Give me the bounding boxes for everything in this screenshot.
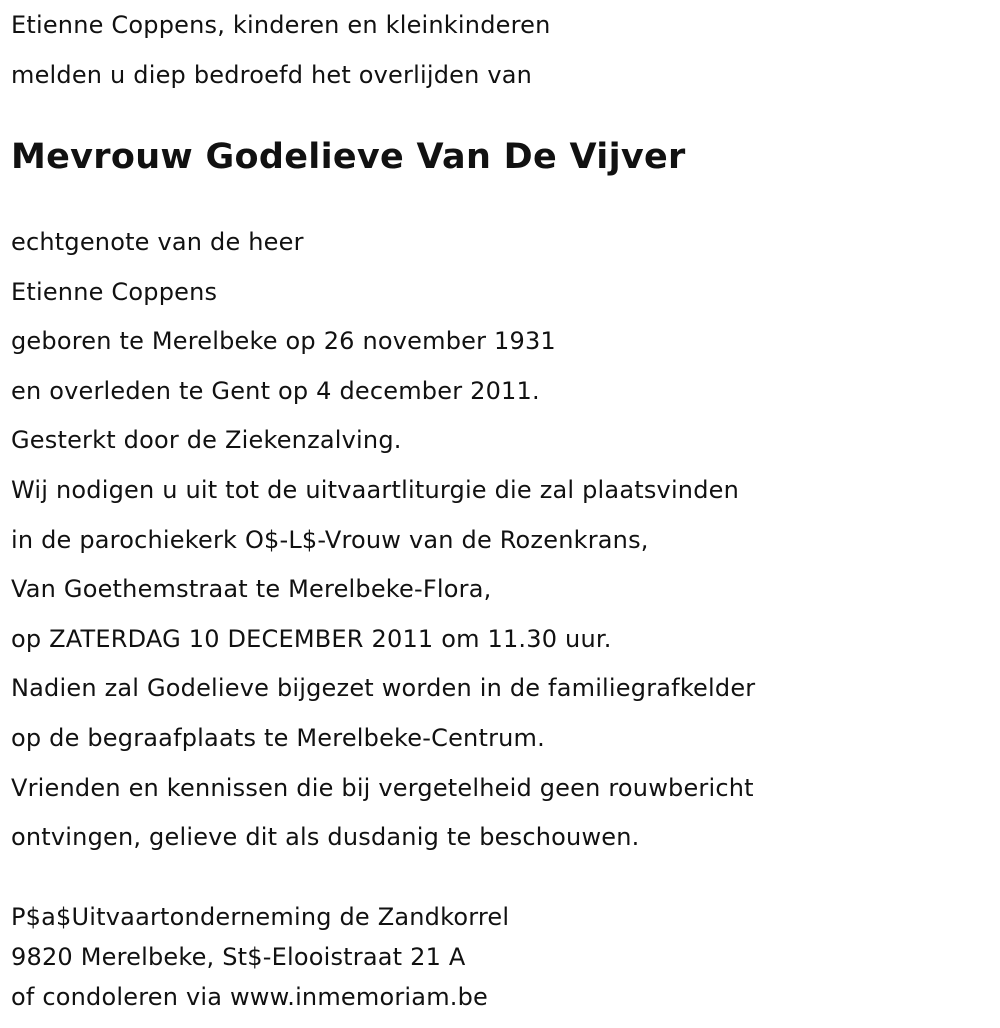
body-line: geboren te Merelbeke op 26 november 1931 — [11, 327, 556, 356]
body-line: en overleden te Gent op 4 december 2011. — [11, 376, 540, 405]
deceased-name-heading: Mevrouw Godelieve Van De Vijver — [11, 137, 686, 177]
body-line: in de parochiekerk O$-L$-Vrouw van de Rozenkrans, — [11, 525, 649, 554]
announcement-body — [11, 227, 755, 872]
body-line: Van Goethemstraat te Merelbeke-Flora, — [11, 575, 492, 604]
intro-line-family: Etienne Coppens, kinderen en kleinkinderen — [11, 11, 551, 39]
body-line: ontvingen, gelieve dit als dusdanig te beschouwen. — [11, 823, 640, 852]
body-line: op de begraafplaats te Merelbeke-Centrum. — [11, 723, 545, 752]
body-line: Vrienden en kennissen die bij vergetelheid geen rouwbericht — [11, 773, 754, 802]
funeral-home-address: 9820 Merelbeke, St$-Elooistraat 21 A — [11, 943, 466, 971]
body-line: Nadien zal Godelieve bijgezet worden in de familiegrafkelder — [11, 674, 756, 703]
body-line: echtgenote van de heer — [11, 228, 304, 256]
condolence-website: of condoleren via www.inmemoriam.be — [11, 983, 489, 1011]
body-line: Etienne Coppens — [11, 277, 218, 306]
body-line: Gesterkt door de Ziekenzalving. — [11, 426, 402, 455]
funeral-home-name: P$a$Uitvaartonderneming de Zandkorrel — [11, 903, 510, 931]
body-line: op ZATERDAG 10 DECEMBER 2011 om 11.30 uur. — [11, 624, 612, 653]
body-line: Wij nodigen u uit tot de uitvaartliturgie die zal plaatsvinden — [11, 475, 740, 504]
intro-line-announce: melden u diep bedroefd het overlijden van — [11, 61, 533, 89]
funeral-home-contact — [11, 902, 509, 1022]
